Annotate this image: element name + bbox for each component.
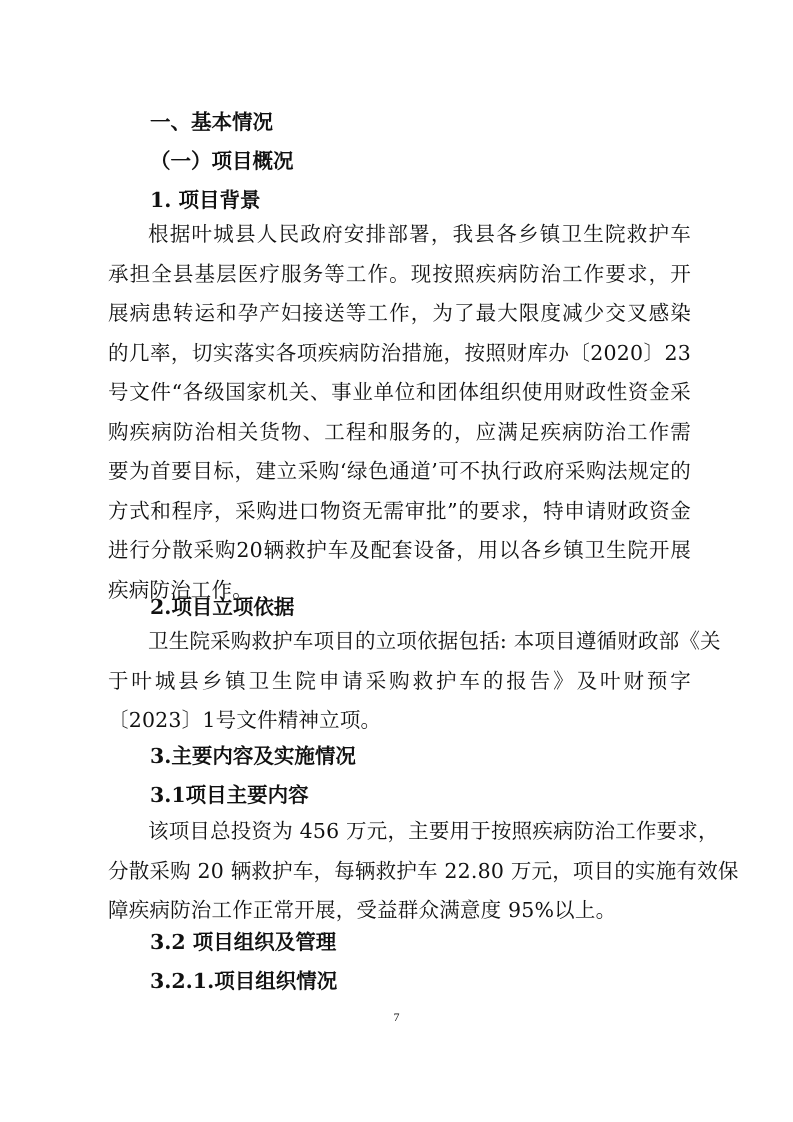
- text-line: 展病患转运和孕产妇接送等工作，为了最大限度减少交叉感染: [108, 301, 691, 325]
- paragraph-project-basis: [108, 622, 721, 741]
- text-line: 障疾病防治工作正常开展，受益群众满意度 95%以上。: [108, 898, 617, 922]
- text-line: 承担全县基层医疗服务等工作。现按照疾病防治工作要求，开: [108, 261, 691, 286]
- text-line: 卫生院采购救护车项目的立项依据包括: 本项目遵循财政部《关: [148, 629, 721, 653]
- heading-project-main-content: 3.1项目主要内容: [150, 783, 309, 807]
- subsection-heading-project-overview: （一）项目概况: [150, 149, 294, 173]
- text-line: 疾病防治工作。: [108, 577, 253, 602]
- section-heading-basic-info: 一、基本情况: [150, 110, 273, 134]
- heading-project-background: 1. 项目背景: [150, 188, 261, 212]
- text-line: 进行分散采购20辆救护车及配套设备，用以各乡镇卫生院开展: [108, 538, 691, 562]
- paragraph-project-content: [108, 812, 739, 931]
- text-line: 号文件“各级国家机关、事业单位和团体组织使用财政性资金采: [108, 380, 691, 404]
- paragraph-project-background: [108, 215, 691, 610]
- heading-organization-status: 3.2.1.项目组织情况: [150, 969, 338, 993]
- heading-project-basis: 2.项目立项依据: [150, 595, 295, 619]
- text-line: 分散采购 20 辆救护车，每辆救护车 22.80 万元，项目的实施有效保: [108, 858, 739, 883]
- text-line: 根据叶城县人民政府安排部署，我县各乡镇卫生院救护车: [148, 222, 691, 246]
- text-line: 于叶城县乡镇卫生院申请采购救护车的报告》及叶财预字: [108, 668, 691, 693]
- heading-organization-management: 3.2 项目组织及管理: [150, 930, 337, 954]
- text-line: 要为首要目标，建立采购‘绿色通道’可不执行政府采购法规定的: [108, 459, 691, 483]
- heading-main-content: 3.主要内容及实施情况: [150, 744, 356, 768]
- text-line: 的几率，切实落实各项疾病防治措施，按照财库办〔2020〕23: [108, 340, 691, 365]
- page-number: 7: [393, 1010, 400, 1024]
- text-line: 方式和程序，采购进口物资无需审批”的要求，特申请财政资金: [108, 498, 691, 523]
- text-line: 该项目总投资为 456 万元，主要用于按照疾病防治工作要求，: [148, 819, 719, 843]
- text-line: 购疾病防治相关货物、工程和服务的，应满足疾病防治工作需: [108, 419, 691, 444]
- text-line: 〔2023〕1号文件精神立项。: [108, 708, 382, 732]
